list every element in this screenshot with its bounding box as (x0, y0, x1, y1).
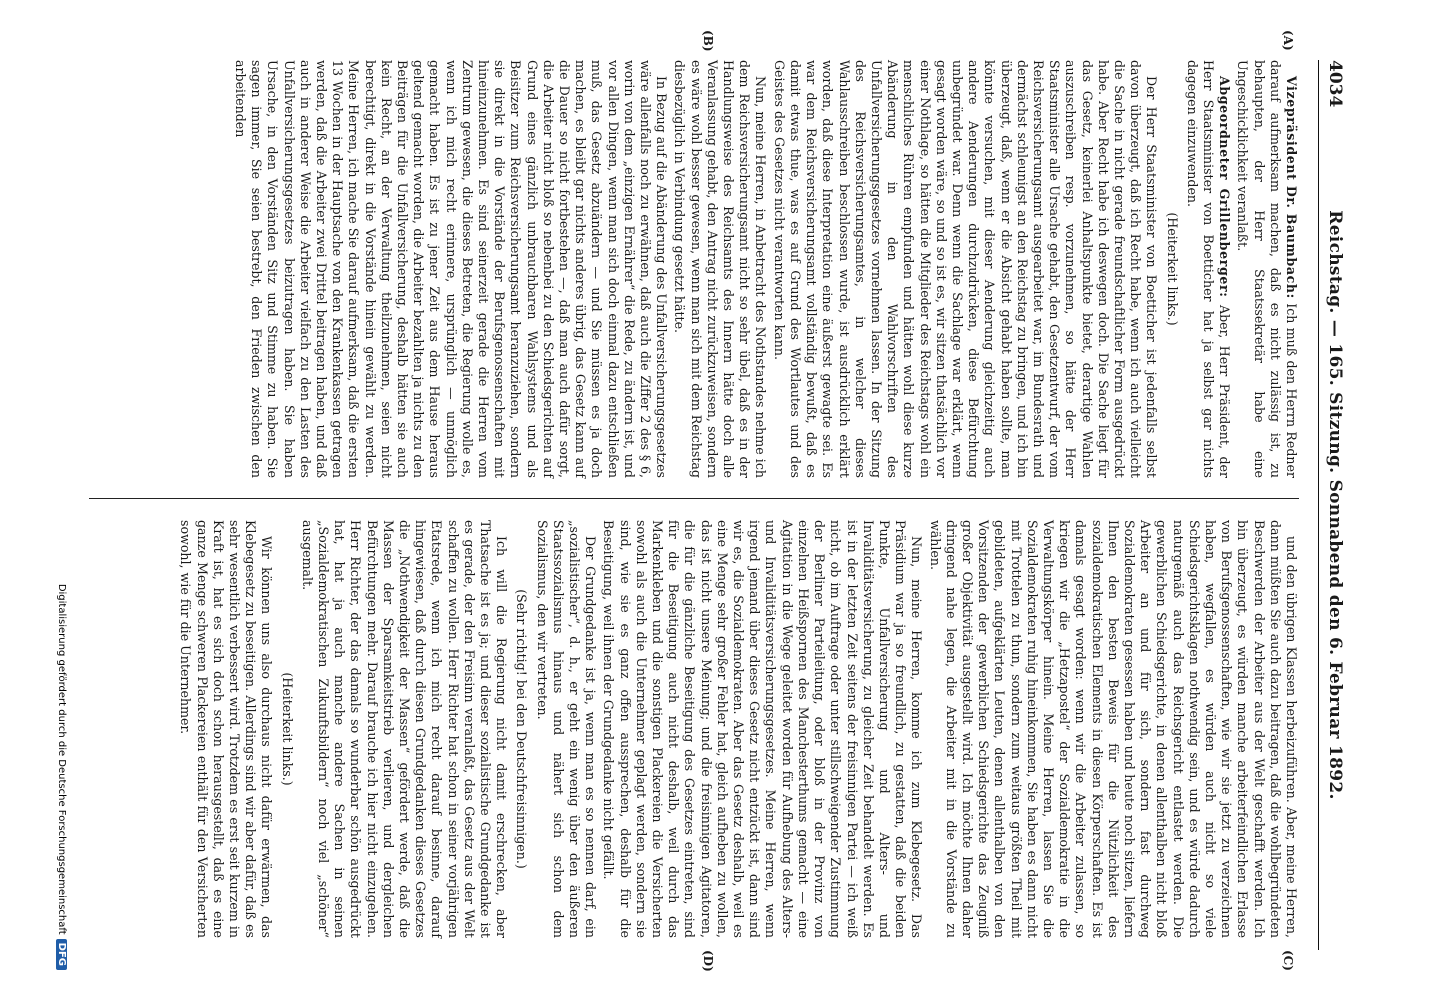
paragraph-text: Aber, Herr Präsident, der Herr Staatsminister von Boetticher hat ja selbst gar nichts dagegen einzuwenden. (1184, 60, 1233, 479)
left-text-column (230, 60, 1299, 478)
margin-marker-d: (D) (701, 950, 715, 972)
dfg-logo: DFG (56, 939, 67, 970)
interjection: (Heiterkeit links.) (279, 672, 295, 786)
margin-marker-b: (B) (701, 30, 715, 52)
interjection: (Sehr richtig! bei den Deutschfreisinnigen.) (514, 589, 530, 869)
paragraph: Nun, meine Herren, komme ich zum Klebegesetz. Das Präsidium war ja so freundlich, zu gestatten, daß die beiden Punkte, Unfallversicherung und Alters- und Invaliditätsversicherung, zu gleicher Zeit behandelt werden. Es ist in der letzten Zeit seitens der freisinnigen Partei — ich weiß nicht, ob im Auftrage oder unter stillschweigender Zustimmung der Berliner Parteileitung, oder bloß in der Provinz von einzelnen Heißspornen des Manchesterthums gemacht — eine Agitation in die Wege geleitet worden für Aufhebung des Alters- und Invaliditätsversicherungsgesetzes. Meine Herren, wenn irgend jemand über dieses Gesetz nicht entzückt ist, dann sind wir es, die Sozialdemokraten. Aber das Gesetz deshalb, weil es eine Menge sehr großer Fehler hat, gleich aufheben zu wollen, das ist nicht unsere Meinung; und die freisinnigen Agitatoren, die für die gänzliche Beseitigung des Gesetzes eintreten, sind für die Beseitigung auch nicht deshalb, weil durch das Markenkleben und die sonstigen Plackereien die Versicherten sowohl als auch die Unternehmer geplagt werden, sondern sie sind, wie sie es ganz offen aussprechen, deshalb für die Beseitigung, weil ihnen der Grundgedanke nicht gefällt. (601, 520, 925, 938)
paragraph: Der Grundgedanke ist ja, wenn man es so nennen darf, ein „sozialistischer“, d. h., er geht ein wenig über den äußeren Staatssozialismus hinaus und nähert sich schon dem Sozialismus, den wir vertreten. (534, 520, 599, 938)
rotated-document-page (50, 20, 1395, 980)
paragraph: Ich will die Regierung nicht damit erschrecken, aber Thatsache ist es ja; und dieser sozialistische Grundgedanke ist es gerade, der den Freisinn veranlaßt, das Gesetz aus der Welt schaffen zu wollen. Herr Richter hat schon in seiner vorjährigen Etatsrede, wenn ich mich recht darauf besinne, darauf hingewiesen, daß durch diesen Grundgedanken dieses Gesetzes die „Nothwendigkeit der Massen“ gefördert werde, daß die Massen der Sparsamkeitstrieb verlieren, und dergleichen Befürchtungen mehr. Darauf brauche ich hier nicht einzugehen. Herr Richter, der das damals so wunderbar schön ausgedrückt hat, hat ja auch manche andere Sachen in seinen „Sozialdemokratischen Zukunftsbildern“ noch viel „schöner“ ausgemalt. (299, 520, 510, 938)
paragraph: und den übrigen Klassen herbeizuführen. Aber, meine Herren, dann müßten Sie auch dazu beitragen, daß die wohlbegründeten Beschwerden der Arbeiter aus der Welt geschafft werden. Ich bin überzeugt, es würden manche arbeiterfeindlichen Erlasse von Berufsgenossenschaften, wie wir sie jetzt zu verzeichnen haben, wegfallen, es würden auch nicht so viele Schiedsgerichtsklagen nothwendig sein, und es würde dadurch naturgemäß auch das Reichsgericht entlastet werden. Die gewerblichen Schiedsgerichte, in denen allenthalben nicht bloß Arbeiter an und für sich, sondern fast durchweg Sozialdemokraten gesessen haben und heute noch sitzen, liefern Ihnen den besten Beweis für die Nützlichkeit des sozialdemokratischen Elements in diesen Körperschaften. Es ist damals gesagt worden: wenn wir die Arbeiter zulassen, so kriegen wir die „Hetzapostel“ der Sozialdemokratie in die Verwaltungskörper hinein. Meine Herren, lassen Sie die Sozialdemokraten ruhig hineinkommen, Sie haben es dann nicht mit Trottelen zu thun, sondern zum weitaus größten Theil mit gebildeten, aufgeklärten Leuten, denen allenthalben von den Vorsitzenden der gewerblichen Schiedsgerichte das Zeugniß großer Objektivität ausgestellt wird. Ich möchte Ihnen daher dringend nahe legen, die Arbeiter mit in die Vorstände zu wählen. (927, 520, 1299, 938)
page-number: 4034 (1325, 60, 1345, 108)
margin-marker-c: (C) (1281, 950, 1295, 971)
margin-marker-a: (A) (1281, 30, 1295, 51)
paragraph (1184, 60, 1233, 478)
interjection: (Heiterkeit links.) (1164, 212, 1180, 326)
column-divider (89, 498, 1299, 499)
page-running-title: Reichstag. — 165. Sitzung. Sonnabend den 6. Februar 1892. (1325, 210, 1345, 800)
paragraph: Nun, meine Herren, in Anbetracht des Nothstandes nehme ich dem Reichsversicherungsamt nicht so sehr übel, daß es in der Handlungsweise des Reichsamts des Innern hätte doch alle Veranlassung gehabt, den Antrag nicht zurückzuweisen, sondern es wäre wohl besser gewesen, wenn man sich mit dem Reichstag diesbezüglich in Verbindung gesetzt hätte. (672, 60, 769, 478)
paragraph: Der Herr Staatsminister von Boetticher ist jedenfalls selbst davon überzeugt, daß ich Recht habe, wenn ich auch vielleicht die Sache in nicht gerade freundschaftlicher Form ausgedrückt habe. Aber Recht habe ich deswegen doch. Die Sache liegt für das Gesetz, keinerlei Anhaltspunkte bietet, derartige Wahlen auszuschreiben resp. vorzunehmen, so hätte der Herr Staatsminister alle Ursache gehabt, den Gesetzentwurf, der vom Reichsversicherungsamt ausgearbeitet war, im Bundesrath und dermächst schleunigst an den Reichstag zu bringen, und ich bin überzeugt, daß, wenn er die Absicht gehabt haben sollte, man könnte versuchen, mit dieser Aenderung gleichzeitig auch andere Aenderungen durchzudrücken, diese Befürchtung unbegründet war. Denn wenn die Sachlage war erklärt, wenn gesagt worden wäre, so und so ist es, wir sitzen thatsächlich vor einer Nothlage, so hätten die Mitglieder des Reichstags wohl ein menschliches Rühren empfunden und hätten wohl diese kurze Abänderung in den Wahlvorschriften des Unfallversicherungsgesetzes vornehmen lassen. In der Sitzung des Reichsversicherungsamtes, in welcher dieses Wahlausschreiben beschlossen wurde, ist ausdrücklich erklärt worden, daß diese Interpretation eine äußerst gewagte sei. Es war dem Reichsversicherungsamt vollständig bewußt, daß es damit etwas thue, was es auf Grund des Wortlautes und des Geistes des Gesetzes nicht verantworten kann. (771, 60, 1160, 478)
digitization-credit (56, 20, 67, 980)
paragraph-text: Ich muß den Herrn Redner darauf aufmerksam machen, daß es nicht zulässig ist, zu behaupten, der Herr Staatssekretär habe eine Ungeschicklichkeit veranlaßt. (1235, 60, 1299, 478)
right-text-column (175, 520, 1299, 938)
paragraph (1234, 60, 1299, 478)
paragraph: Wir können uns also durchaus nicht dafür erwärmen, das Klebegesetz zu beseitigen. Allerdings sind wir aber dafür, daß es sehr wesentlich verbessert wird. Trotzdem es erst seit kurzem in Kraft ist, hat es sich doch schon herausgestellt, daß es eine ganze Menge schweren Plackereien enthält für den Versicherten sowohl, wie für die Unternehmer. (178, 520, 275, 938)
speaker-name: Abgeordneter Grillenberger: (1217, 76, 1233, 298)
credit-text: Digitalisierung gefördert durch die Deutsche Forschungsgemeinschaft (56, 583, 67, 935)
speaker-name: Vizepräsident Dr. Baumbach: (1284, 76, 1299, 299)
paragraph: In Bezug auf die Abänderung des Unfallversicherungsgesetzes wäre allenfalls noch zu erwähnen, daß auch die Ziffer 2 des § 6, worin von dem „einzigen Ernährer“ die Rede, zu ändern ist, und vor allen Dingen, wenn man sich doch einmal dazu entschließen muß, das Gesetz abzuändern — und Sie müssen es ja doch machen, es bleibt gar nichts anderes übrig, das Gesetz kann auf die Dauer so nicht fortbestehen —, daß man auch dafür sorgt, die Arbeiter nicht bloß so nebenbei zu den Schiedsgerichten auf Grund eines gänzlich unbrauchbaren Wahlsystems und als Beisitzer zum Reichsversicherungsamt heranzuziehen, sondern sie direkt in die Vorstände der Berufsgenossenschaften mit hineinzunehmen. Es sind seinerzeit gerade die Herren vom Zentrum gewesen, die dieses Betreten, die Regierung wolle es, wenn ich mich recht erinnere, ursprünglich — unmöglich gemacht haben. Es ist zu jener Zeit aus dem Hause heraus geltend gemacht worden, die Arbeiter bezahlten ja nichts zu den Beiträgen für die Unfallversicherung, deshalb hätten sie auch kein Recht, an der Verwaltung theilzunehmen, seien nicht berechtigt, direkt in die Vorstände hinein gewählt zu werden. Meine Herren, ich mache Sie darauf aufmerksam, daß die ersten 13 Wochen in der Hauptsache von den Krankenkassen getragen werden, daß die Arbeiter zwei Drittel beitragen haben, und daß auch in anderer Weise die Arbeiter vielfach zu den Lasten des Unfallversicherungsgesetzes beizutragen haben. Sie haben Ursache, in den Vorständen Sitz und Stimme zu haben. Sie sagen immer, Sie seien bestrebt, den Frieden zwischen den arbeitenden (233, 60, 670, 478)
page-header (1318, 60, 1349, 950)
